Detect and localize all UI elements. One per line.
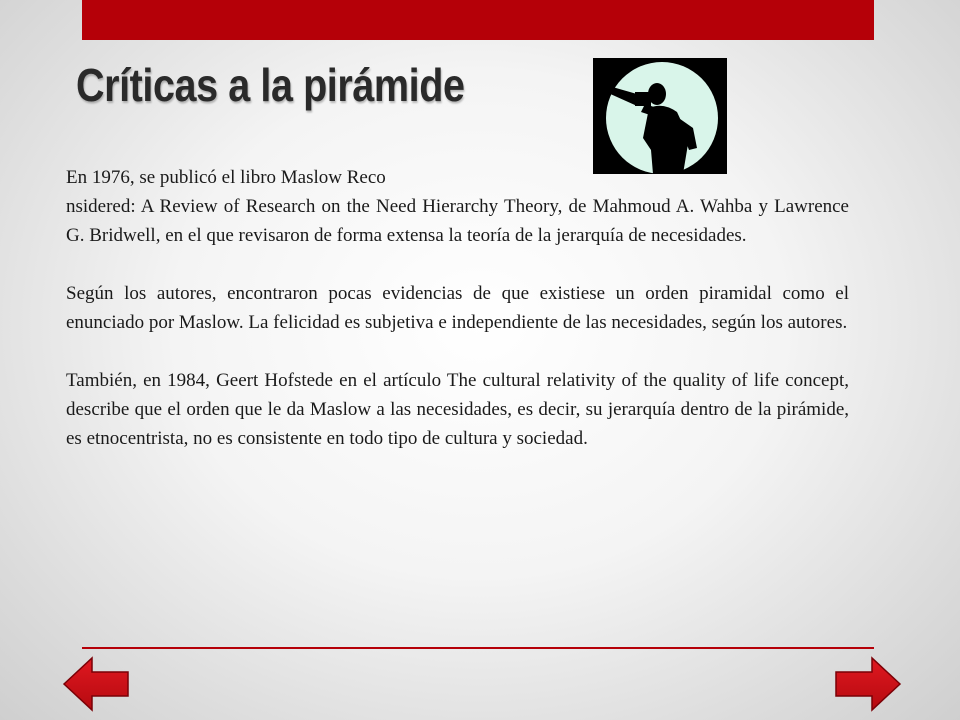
- paragraph-3: También, en 1984, Geert Hofstede en el artículo The cultural relativity of the quality of life concept, describe que el orden que le da Maslow a las necesidades, es decir, su jerarquía dentro de la pirámide, es etnocentrista, no es consistente en todo tipo de cultura y sociedad.: [66, 370, 849, 449]
- slide-body: [66, 163, 849, 453]
- bottom-accent-line: [82, 647, 874, 649]
- paragraph-1-first-line: En 1976, se publicó el libro Maslow Reco: [66, 167, 386, 188]
- paragraph-1: [66, 163, 849, 250]
- paragraph-1-rest: nsidered: A Review of Research on the Need Hierarchy Theory, de Mahmoud A. Wahba y Lawrence G. Bridwell, en el que revisaron de forma extensa la teoría de la jerarquía de necesidades.: [66, 196, 849, 246]
- top-accent-bar: [82, 0, 874, 40]
- next-slide-button[interactable]: [834, 656, 902, 712]
- arrow-right-icon: [834, 656, 902, 712]
- paragraph-2: Según los autores, encontraron pocas evidencias de que existiese un orden piramidal como el enunciado por Maslow. La felicidad es subjetiva e independiente de las necesidades, según los autores.: [66, 283, 849, 333]
- arrow-left-icon: [62, 656, 130, 712]
- megaphone-speaker-icon: [593, 58, 727, 174]
- slide-title: Críticas a la pirámide: [76, 59, 465, 111]
- previous-slide-button[interactable]: [62, 656, 130, 712]
